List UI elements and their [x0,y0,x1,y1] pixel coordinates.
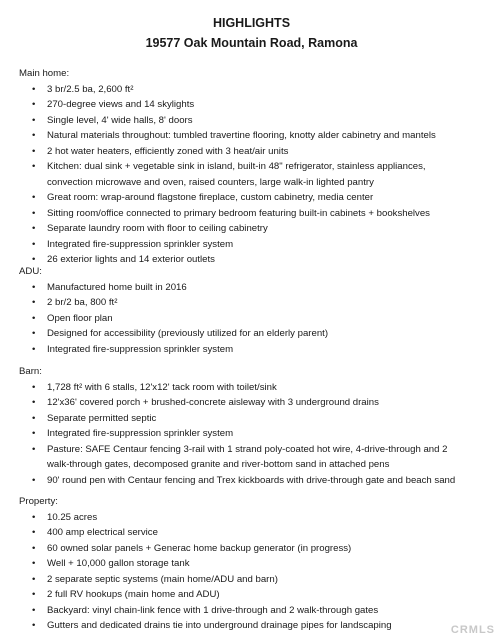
list-item-text: Natural materials throughout: tumbled travertine flooring, knotty alder cabinetry and mantels [47,130,436,141]
list-item [19,411,499,427]
bullet-icon: • [32,281,36,293]
list-item-text: walk-through gates, decomposed granite and river-bottom sand in attached pens [47,459,390,470]
list-item [19,572,499,588]
section-title: Main home: [19,68,70,79]
bullet-icon: • [32,145,36,157]
list-item-text: Open floor plan [47,312,113,324]
bullet-icon: • [32,428,36,439]
bullet-icon: • [32,130,36,141]
list-item-text: 400 amp electrical service [47,527,158,538]
list-item [19,82,499,98]
list-item [19,426,499,442]
list-item-text: Well + 10,000 gallon storage tank [47,558,190,569]
list-item [19,457,499,473]
bullet-icon: • [32,412,36,424]
list-item-text: 60 owned solar panels + Generac home backup generator (in progress) [47,542,352,554]
bullet-list [19,510,499,634]
bullet-icon: • [32,254,36,265]
list-item [19,395,499,411]
list-item [19,206,499,222]
list-item-text: Integrated fire-suppression sprinkler system [47,238,234,250]
bullet-list [19,380,499,489]
list-item-text: 12'x36' covered porch + brushed-concrete aisleway with 3 underground drains [47,397,379,408]
list-item [19,342,499,358]
bullet-icon: • [32,589,36,600]
bullet-icon: • [32,99,36,110]
bullet-icon: • [32,397,36,408]
list-item [19,159,499,175]
bullet-icon: • [32,223,36,234]
list-item-text: Separate laundry room with floor to ceiling cabinetry [47,223,268,234]
list-item-text: 2 separate septic systems (main home/ADU and barn) [47,573,278,585]
property-address: 19577 Oak Mountain Road, Ramona [145,36,358,50]
bullet-icon: • [32,573,36,585]
section-title: ADU: [19,266,42,277]
section-property [19,494,499,634]
bullet-icon: • [32,328,36,339]
section-title: Barn: [19,366,42,377]
list-item-text: 3 br/2.5 ba, 2,600 ft² [47,83,134,95]
bullet-icon: • [32,558,36,569]
bullet-icon: • [32,542,36,554]
list-item-text: Integrated fire-suppression sprinkler system [47,343,234,355]
list-item-text: Separate permitted septic [47,412,157,424]
list-item [19,128,499,144]
list-item-text: Sitting room/office connected to primary bedroom featuring built-in cabinets + bookshelves [47,207,430,219]
list-item [19,295,499,311]
list-item-text: Gutters and dedicated drains tie into underground drainage pipes for landscaping [47,620,392,631]
list-item-text: Great room: wrap-around flagstone fireplace, custom cabinetry, media center [47,192,374,203]
list-item [19,175,499,191]
list-item-text: 90' round pen with Centaur fencing and Trex kickboards with drive-through gate and beach sand [47,474,456,486]
section-barn [19,364,499,488]
bullet-icon: • [32,511,36,523]
bullet-icon: • [32,192,36,203]
list-item-text: 2 br/2 ba, 800 ft² [47,297,118,308]
list-item [19,442,499,458]
list-item [19,97,499,113]
bullet-icon: • [32,161,36,172]
bullet-list [19,280,499,358]
list-item-text: 2 hot water heaters, efficiently zoned with 3 heat/air units [47,145,289,157]
list-item [19,541,499,557]
bullet-icon: • [32,207,36,219]
list-item [19,556,499,572]
list-item-text: Backyard: vinyl chain-link fence with 1 drive-through and 2 walk-through gates [47,604,379,616]
list-item [19,618,499,634]
list-item-text: 10.25 acres [47,511,98,523]
list-item [19,525,499,541]
list-item [19,144,499,160]
list-item [19,237,499,253]
list-item-text: convection microwave and oven, raised counters, large walk-in lighted pantry [47,176,374,188]
bullet-icon: • [32,114,36,126]
list-item-text: Kitchen: dual sink + vegetable sink in island, built-in 48" refrigerator, stainless appliances, [47,161,426,172]
bullet-icon: • [32,620,36,631]
list-item-text: Manufactured home built in 2016 [47,281,187,293]
bullet-list [19,82,499,268]
list-item-text: 1,728 ft² with 6 stalls, 12'x12' tack room with toilet/sink [47,381,277,393]
list-item [19,113,499,129]
bullet-icon: • [32,297,36,308]
list-item [19,603,499,619]
bullet-icon: • [32,604,36,616]
list-item [19,311,499,327]
bullet-icon: • [32,312,36,324]
list-item [19,473,499,489]
bullet-icon: • [32,238,36,250]
list-item [19,221,499,237]
bullet-icon: • [32,527,36,538]
bullet-icon: • [32,443,36,455]
list-item-text: Pasture: SAFE Centaur fencing 3-rail with 1 strand poly-coated hot wire, 4-drive-through and 2 [47,443,448,455]
list-item-text: 2 full RV hookups (main home and ADU) [47,589,220,600]
bullet-icon: • [32,343,36,355]
list-item-text: Integrated fire-suppression sprinkler system [47,428,234,439]
section-title: Property: [19,496,58,507]
bullet-icon: • [32,381,36,393]
list-item-text: Designed for accessibility (previously utilized for an elderly parent) [47,328,329,339]
section-main-home [19,66,499,268]
crmls-watermark: CRMLS [450,624,495,636]
list-item [19,280,499,296]
list-item-text: 26 exterior lights and 14 exterior outlets [47,254,215,265]
list-item [19,380,499,396]
list-item-text: 270-degree views and 14 skylights [47,99,195,110]
bullet-icon: • [32,83,36,95]
list-item [19,190,499,206]
document-title: HIGHLIGHTS [212,16,291,30]
bullet-icon: • [32,474,36,486]
list-item [19,326,499,342]
list-item [19,510,499,526]
list-item-text: Single level, 4' wide halls, 8' doors [47,114,193,126]
section-adu [19,264,499,357]
list-item [19,587,499,603]
